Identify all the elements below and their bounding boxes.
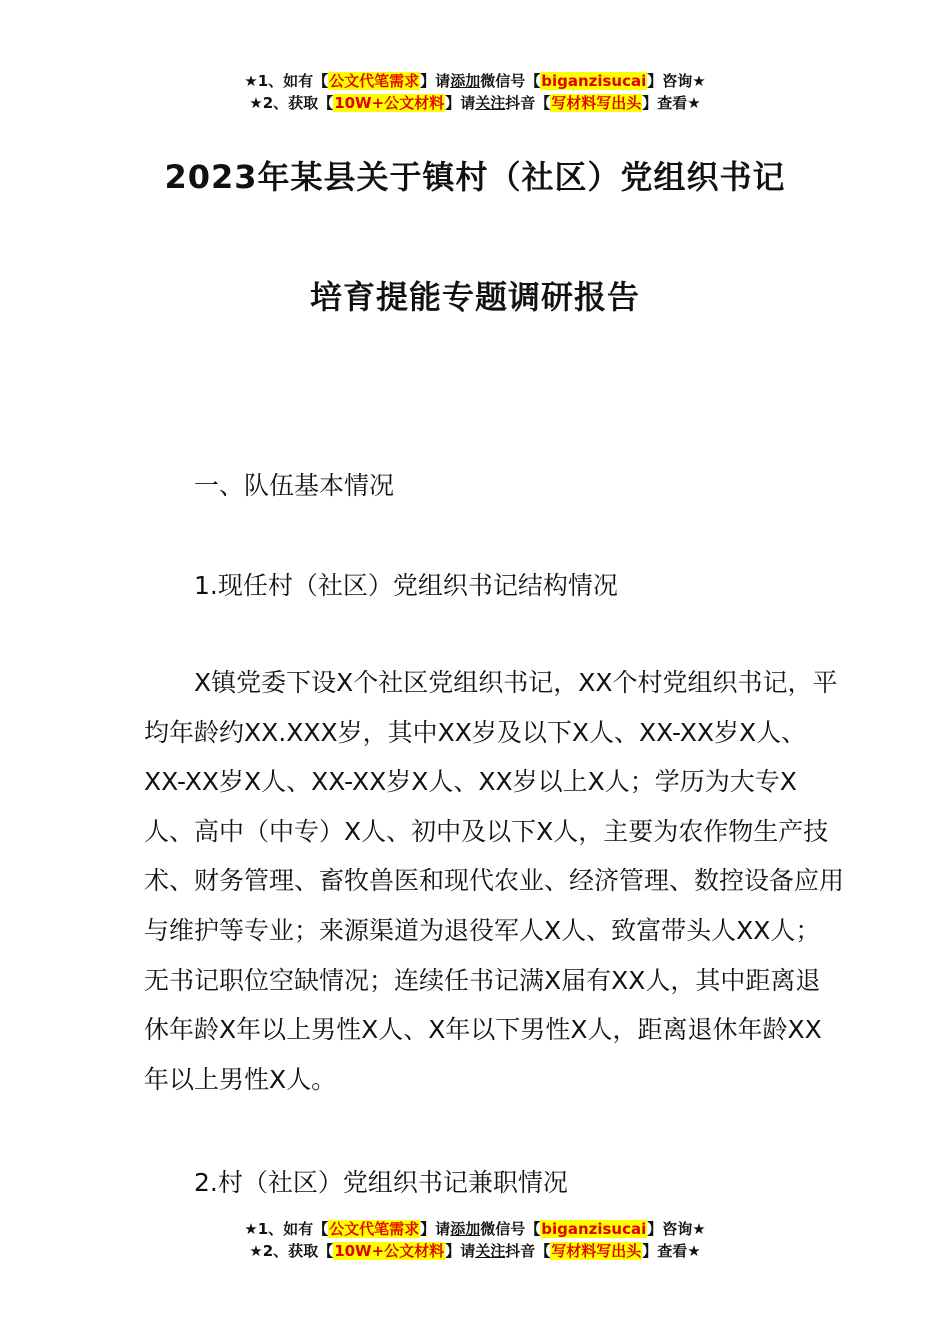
promo-douyin-id: 写材料写出头 [551,94,642,112]
promo-text: 】请 [420,1220,451,1238]
promo-text: ★1、如有【 [244,1220,329,1238]
document-title-line-2: 培育提能专题调研报告 [309,278,640,316]
promo-line-1 [0,70,950,92]
promo-banner-bottom [0,1218,950,1262]
subsection-heading-1: 1.现任村（社区）党组织书记结构情况 [194,571,618,600]
promo-underlined: 添加 [450,72,481,90]
promo-line-1 [0,1218,950,1240]
promo-underlined: 添加 [450,1220,481,1238]
promo-line-2 [0,1240,950,1262]
promo-text: 】查看★ [642,1242,701,1260]
promo-douyin-id: 写材料写出头 [551,1242,642,1260]
promo-text: 】请 [420,72,451,90]
promo-wechat-id: biganzisucai [541,1220,647,1238]
promo-wechat-id: biganzisucai [541,72,647,90]
section-heading: 一、队伍基本情况 [194,471,395,500]
promo-underlined: 关注 [475,94,506,112]
promo-text: 抖音【 [505,94,551,112]
promo-highlight: 10W+公文材料 [334,94,445,112]
promo-text: 】请 [445,1242,476,1260]
promo-text: ★2、获取【 [249,94,334,112]
promo-highlight: 10W+公文材料 [334,1242,445,1260]
promo-text: ★1、如有【 [244,72,329,90]
promo-text: ★2、获取【 [249,1242,334,1260]
promo-highlight: 公文代笔需求 [329,1220,420,1238]
document-title-line-1: 2023年某县关于镇村（社区）党组织书记 [164,158,786,196]
body-paragraph: X镇党委下设X个社区党组织书记，XX个村党组织书记，平均年龄约XX.XXX岁，其中XX岁及以下X人、XX-XX岁X人、XX-XX岁X人、XX-XX岁X人、XX岁以上X人；学历为大专X人、高中（中专）X人、初中及以下X人，主要为农作物生产技术、财务管理、畜牧兽医和现代农业、经济管理、数控设备应用与维护等专业；来源渠道为退役军人X人、致富带头人XX人；无书记职位空缺情况；连续任书记满X届有XX人，其中距离退休年龄X年以上男性X人、X年以下男性X人，距离退休年龄XX年以上男性X人。 [144,668,845,1094]
promo-text: 】请 [445,94,476,112]
promo-banner-top [0,70,950,114]
promo-text: 】查看★ [642,94,701,112]
promo-text: 】咨询★ [647,1220,706,1238]
promo-text: 抖音【 [505,1242,551,1260]
promo-underlined: 关注 [475,1242,506,1260]
promo-text: 微信号【 [480,72,541,90]
promo-highlight: 公文代笔需求 [329,72,420,90]
promo-text: 微信号【 [480,1220,541,1238]
promo-text: 】咨询★ [647,72,706,90]
promo-line-2 [0,92,950,114]
subsection-heading-2: 2.村（社区）党组织书记兼职情况 [194,1168,568,1197]
